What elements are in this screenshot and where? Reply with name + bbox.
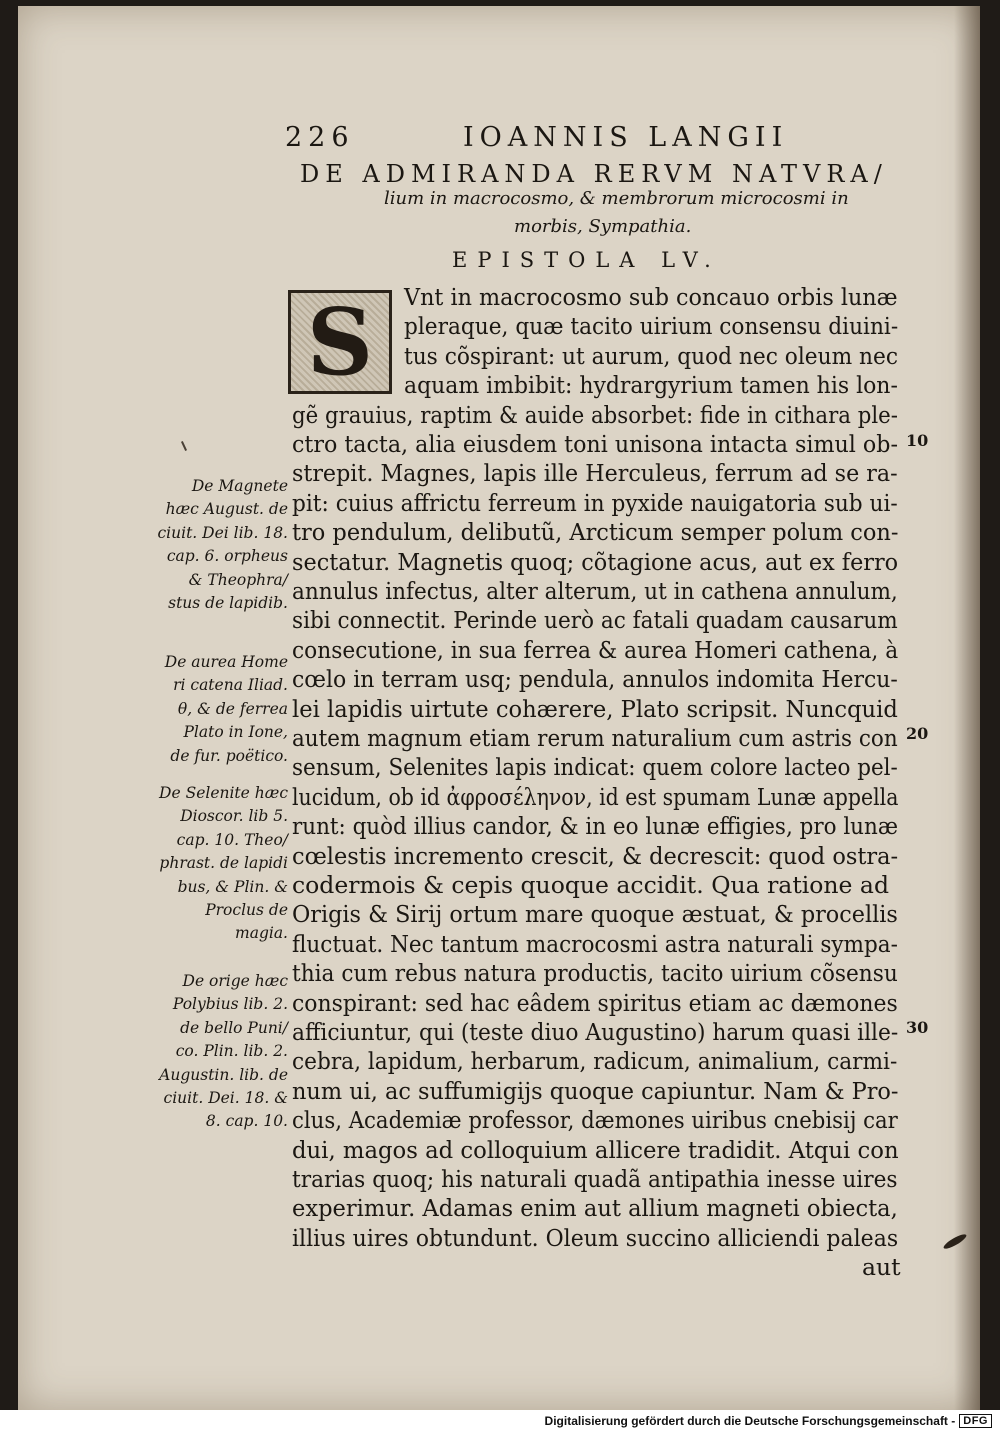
marginal-note-line: phrast. de lapidi: [159, 854, 288, 873]
marginal-note-line: de fur. poëtico.: [170, 746, 288, 765]
body-line: annulus infectus, alter alterum, ut in cathena annulum,: [292, 577, 898, 605]
line-number: 30: [906, 1018, 929, 1037]
body-line: pleraque, quæ tacito uirium consensu diuini-: [404, 312, 899, 341]
marginal-note-line: Proclus de: [205, 901, 288, 920]
body-line: consecutione, in sua ferrea & aurea Homeri cathena, à: [292, 635, 899, 664]
dfg-logo: DFG: [959, 1414, 992, 1428]
running-title: IOANNIS LANGII: [463, 122, 789, 153]
footer-credit: Digitalisierung gefördert durch die Deutsche Forschungsgemeinschaft -: [544, 1414, 956, 1428]
body-line: lei lapidis uirtute cohærere, Plato scripsit. Nuncquid: [292, 694, 898, 723]
marginal-note-line: Dioscor. lib 5.: [180, 807, 288, 826]
marginal-note-line: de bello Puni/: [180, 1018, 288, 1037]
body-line: thia cum rebus natura productis, tacito uirium cõsensu: [292, 959, 898, 988]
body-line: cœlestis incremento crescit, & decrescit: quod ostra-: [292, 841, 899, 870]
body-line: cœlo in terram usq; pendula, annulos indomita Hercu-: [292, 665, 898, 694]
decorated-initial: [288, 290, 392, 394]
marginal-note-line: 8. cap. 10.: [205, 1112, 288, 1131]
body-line: ctro tacta, alia eiusdem toni unisona intacta simul ob-: [292, 430, 898, 458]
marginal-note: [150, 475, 288, 615]
marginal-note-line: cap. 10. Theo/: [176, 830, 288, 849]
body-line: afficiuntur, qui (teste diuo Augustino) harum quasi ille-: [292, 1018, 899, 1046]
marginal-note-line: De aurea Home: [164, 653, 288, 671]
epistle-title-line-1: DE ADMIRANDA RERVM NATVRA/: [300, 160, 888, 188]
marginal-note-line: hæc August. de: [165, 500, 288, 519]
body-line: sectatur. Magnetis quoq; cõtagione acus, aut ex ferro: [292, 547, 899, 576]
marginal-note-line: bus, & Plin. &: [177, 877, 288, 896]
body-line: illius uires obtundunt. Oleum succino alliciendi paleas: [292, 1223, 899, 1252]
digitization-footer: [0, 1410, 1000, 1432]
body-line: sibi connectit. Perinde uerò ac fatali quadam causarum: [292, 606, 898, 635]
body-line: aut: [862, 1253, 901, 1282]
body-line: pit: cuius affrictu ferreum in pyxide nauigatoria sub ui-: [292, 488, 898, 517]
body-line: tro pendulum, delibutũ, Arcticum semper polum con-: [292, 518, 899, 547]
marginal-note-line: De Selenite hæc: [159, 784, 288, 802]
marginal-note-line: Plato in Ione,: [183, 723, 288, 742]
body-line: gẽ grauius, raptim & auide absorbet: fide in cithara ple-: [292, 400, 898, 429]
marginal-note-line: cap. 6. orpheus: [166, 547, 288, 566]
body-line: autem magnum etiam rerum naturalium cum astris con: [292, 724, 898, 752]
body-line: fluctuat. Nec tantum macrocosmi astra naturali sympa-: [292, 929, 898, 958]
body-line: trarias quoq; his naturali quadã antipathia inesse uires: [292, 1165, 898, 1193]
marginal-note-line: ri catena Iliad.: [173, 676, 288, 695]
body-line: strepit. Magnes, lapis ille Herculeus, ferrum ad se ra-: [292, 459, 898, 488]
line-number: 10: [906, 431, 929, 450]
marginal-note-line: ciuit. Dei lib. 18.: [157, 523, 288, 542]
ink-tick-mark: [181, 441, 187, 451]
marginal-note-line: De orige hæc: [182, 972, 288, 990]
body-line: Vnt in macrocosmo sub concauo orbis lunæ: [404, 283, 898, 311]
marginal-note-line: Augustin. lib. de: [159, 1065, 288, 1084]
marginal-note-line: Polybius lib. 2.: [172, 995, 288, 1014]
body-line: cebra, lapidum, herbarum, radicum, animalium, carmi-: [292, 1047, 898, 1076]
body-line: aquam imbibit: hydrargyrium tamen his lon-: [404, 371, 898, 400]
body-line: Origis & Sirij ortum mare quoque æstuat, & procellis: [292, 900, 898, 929]
body-line: experimur. Adamas enim aut allium magneti obiecta,: [292, 1194, 898, 1223]
body-line: runt: quòd illius candor, & in eo lunæ effigies, pro lunæ: [292, 812, 898, 841]
marginal-note-line: stus de lapidib.: [168, 594, 288, 613]
body-line: num ui, ac suffumigijs quoque capiuntur. Nam & Pro-: [292, 1076, 899, 1105]
epistle-title-line-3: morbis, Sympathia.: [514, 216, 692, 237]
marginal-note: [150, 651, 288, 768]
marginal-note-line: co. Plin. lib. 2.: [175, 1042, 288, 1061]
line-number: 20: [906, 724, 929, 743]
page-number: 226: [285, 122, 355, 153]
marginal-note-line: & Theophra/: [188, 570, 288, 589]
marginal-note-line: ciuit. Dei. 18. &: [163, 1089, 288, 1108]
body-line: dui, magos ad colloquium allicere tradidit. Atqui con: [292, 1135, 899, 1164]
marginal-note-line: De Magnete: [191, 477, 288, 495]
marginal-note-line: magia.: [235, 924, 288, 943]
body-line: clus, Academiæ professor, dæmones uiribus cnebisij car: [292, 1106, 898, 1135]
marginal-note: [150, 970, 288, 1134]
body-line: conspirant: sed hac eâdem spiritus etiam ac dæmones: [292, 988, 898, 1017]
epistle-number: EPISTOLA LV.: [452, 248, 721, 272]
body-line: lucidum, ob id ἀφροσέληνον, id est spumam Lunæ appella: [292, 782, 899, 811]
marginal-note-line: θ, & de ferrea: [177, 699, 288, 718]
initial-letter: S: [306, 288, 374, 396]
body-line: tus cõspirant: ut aurum, quod nec oleum nec: [404, 341, 899, 370]
body-line: codermois & cepis quoque accidit. Qua ratione ad: [292, 871, 889, 899]
epistle-title-line-2: lium in macrocosmo, & membrorum microcosmi in: [384, 188, 849, 209]
body-line: sensum, Selenites lapis indicat: quem colore lacteo pel-: [292, 753, 898, 782]
marginal-note: [150, 782, 288, 946]
page-gutter-shadow: [954, 6, 980, 1410]
